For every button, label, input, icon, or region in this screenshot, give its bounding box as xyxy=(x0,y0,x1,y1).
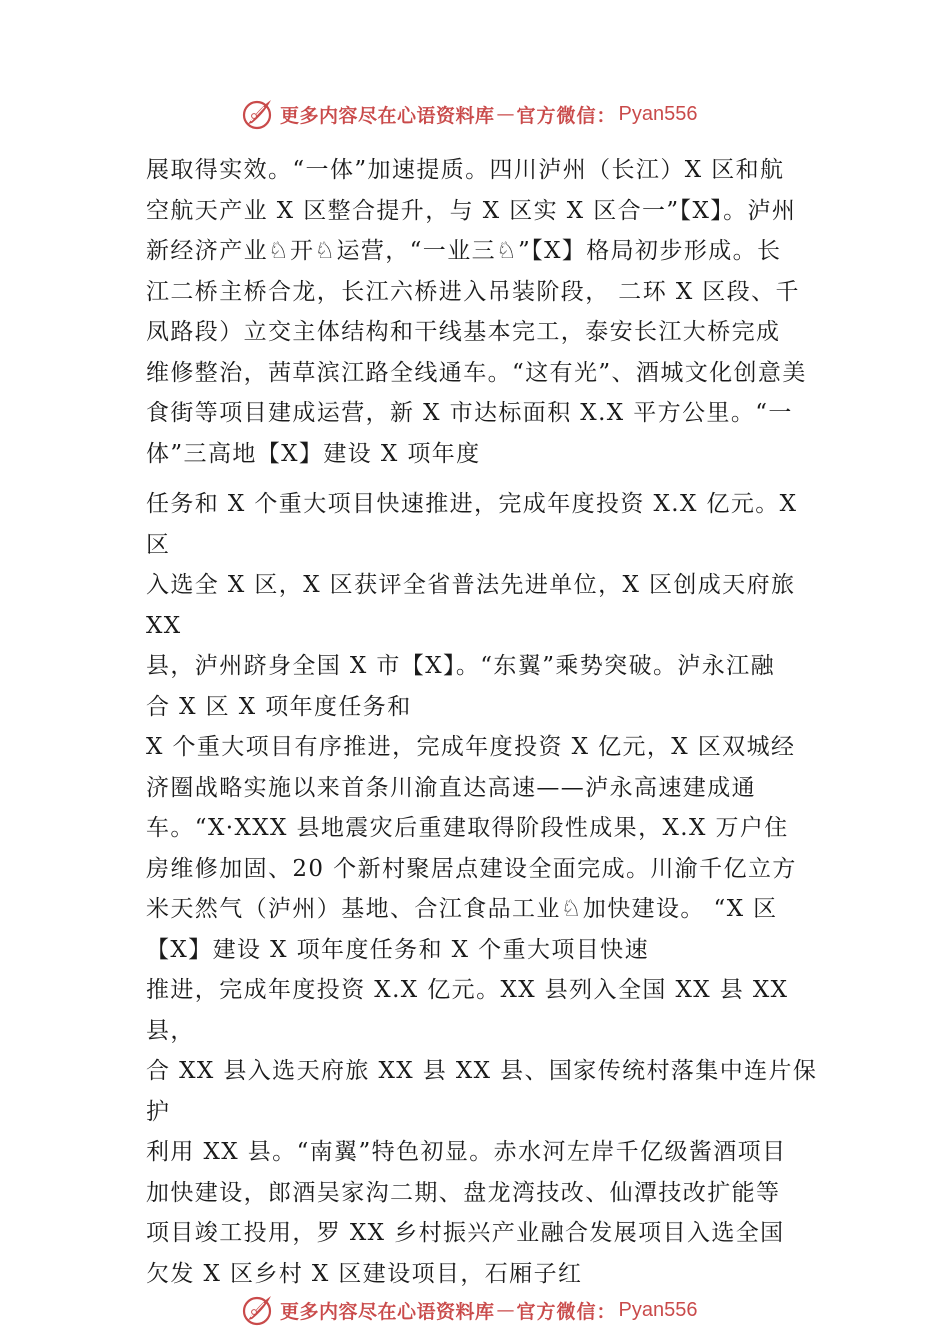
watermark-wechat-label: 官方微信： xyxy=(516,104,617,127)
document-body xyxy=(146,150,826,1294)
watermark-brand: 更多内容尽在心语资料库 xyxy=(280,104,495,127)
footer-watermark xyxy=(240,1290,760,1330)
watermark-wechat-id: Pyan556 xyxy=(618,1298,698,1321)
paragraph-1: 展取得实效。“一体”加速提质。四川泸州（长江）X 区和航 空航天产业 X 区整合提升，与 X 区实 X 区合一”【X】。泸州 新经济产业♘开♘运营，“一业三♘”【X】格局初步形成。长 江二桥主桥合龙，长江六桥进入吊装阶段， 二环 X 区段、千 凤路段）立交主体结构和干线基本完工，泰安长江大桥完成 维修整治，茜草滨江路全线通车。“这有光”、酒城文化创意美 食街等项目建成运营，新 X 市达标面积 X.X 平方公里。“一 体”三高地【X】建设 X 项年度 xyxy=(146,157,807,467)
watermark-dash: — xyxy=(496,1299,515,1321)
watermark-brand: 更多内容尽在心语资料库 xyxy=(280,1300,495,1323)
paragraph-2: 任务和 X 个重大项目快速推进，完成年度投资 X.X 亿元。X 区 入选全 X 区，X 区获评全省普法先进单位，X 区创成天府旅 XX 县，泸州跻身全国 X 市【X】。“东翼”乘势突破。泸永江融 合 X 区 X 项年度任务和 xyxy=(146,491,798,720)
quill-logo-icon xyxy=(240,96,276,132)
header-watermark xyxy=(240,94,760,134)
quill-logo-icon xyxy=(240,1292,276,1328)
paragraph-3: X 个重大项目有序推进，完成年度投资 X 亿元，X 区双城经 济圈战略实施以来首条川渝直达高速——泸永高速建成通 车。“X·XXX 县地震灾后重建取得阶段性成果，X.X 万户住 房维修加固、20 个新村聚居点建设全面完成。川渝千亿立方 米天然气（泸州）基地、合江食品工业♘加快建设。 “X 区 【X】建设 X 项年度任务和 X 个重大项目快速 xyxy=(146,734,797,963)
paragraph-4: 推进，完成年度投资 X.X 亿元。XX 县列入全国 XX 县 XX 县， 合 XX 县入选天府旅 XX 县 XX 县、国家传统村落集中连片保护 利用 XX 县。“南翼”特色初显。赤水河左岸千亿级酱酒项目 加快建设，郎酒吴家沟二期、盘龙湾技改、仙潭技改扩能等 项目竣工投用，罗 XX 乡村振兴产业融合发展项目入选全国 欠发 X 区乡村 X 区建设项目，石厢子红 xyxy=(146,977,818,1287)
watermark-wechat-id: Pyan556 xyxy=(618,102,698,125)
watermark-wechat-label: 官方微信： xyxy=(516,1300,617,1323)
watermark-dash: — xyxy=(496,103,515,125)
